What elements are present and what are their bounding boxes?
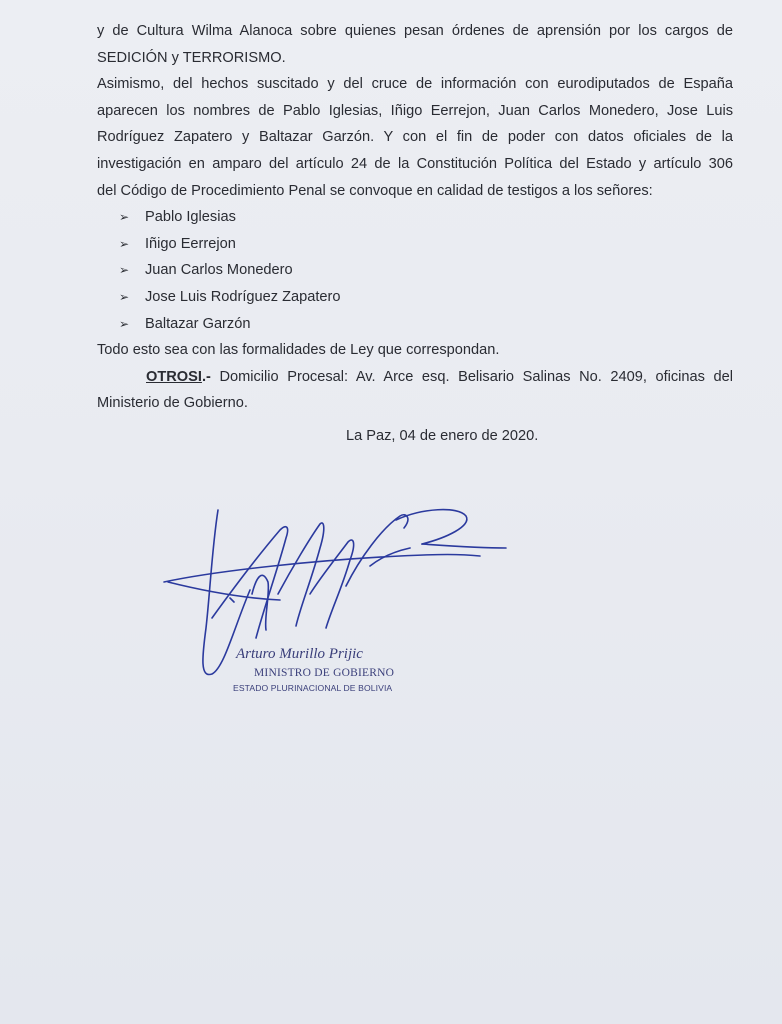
arrow-bullet-icon: ➢ [119,210,130,225]
witness-name: Iñigo Eerrejon [145,235,236,252]
place-date: La Paz, 04 de enero de 2020. [346,427,539,444]
witness-list [97,204,733,337]
stamp-role: MINISTRO DE GOBIERNO [254,667,395,679]
list-item [119,284,733,311]
arrow-bullet-icon: ➢ [119,263,130,278]
otrosi-line [97,364,733,391]
otrosi-label: OTROSI [146,368,202,385]
otrosi-text: Domicilio Procesal: Av. Arce esq. Belisario Salinas No. 2409, oficinas del [210,368,733,385]
paragraph-line: y de Cultura Wilma Alanoca sobre quienes pesan órdenes de aprensión por los cargos de [97,23,733,39]
list-item [119,311,733,338]
otrosi-suffix: .- [201,368,211,385]
arrow-bullet-icon: ➢ [119,236,130,251]
paragraph-line: investigación en amparo del artículo 24 de la Constitución Política del Estado y artículo 306 [97,155,733,172]
body-text [97,18,733,450]
closing-line: Todo esto sea con las formalidades de Ley que correspondan. [97,342,500,359]
witness-name: Baltazar Garzón [145,315,251,332]
paragraph-line: SEDICIÓN y TERRORISMO. [97,49,286,66]
paragraph-line: aparecen los nombres de Pablo Iglesias, Iñigo Eerrejon, Juan Carlos Monedero, Jose Luis [97,102,733,119]
arrow-bullet-icon: ➢ [119,289,130,304]
list-item [119,231,733,258]
otrosi-line-2: Ministerio de Gobierno. [97,395,248,412]
stamp-name: Arturo Murillo Prijic [236,646,363,662]
stamp-state: ESTADO PLURINACIONAL DE BOLIVIA [233,683,393,693]
list-item [119,257,733,284]
list-item [119,204,733,231]
witness-name: Juan Carlos Monedero [145,262,293,279]
arrow-bullet-icon: ➢ [119,316,130,331]
paragraph-line: Asimismo, del hechos suscitado y del cruce de información con eurodiputados de España [97,76,733,93]
paragraph-line: Rodríguez Zapatero y Baltazar Garzón. Y con el fin de poder con datos oficiales de la [97,129,733,146]
paragraph-line: del Código de Procedimiento Penal se convoque en calidad de testigos a los señores: [97,182,653,199]
witness-name: Jose Luis Rodríguez Zapatero [145,288,341,305]
witness-name: Pablo Iglesias [145,209,236,226]
